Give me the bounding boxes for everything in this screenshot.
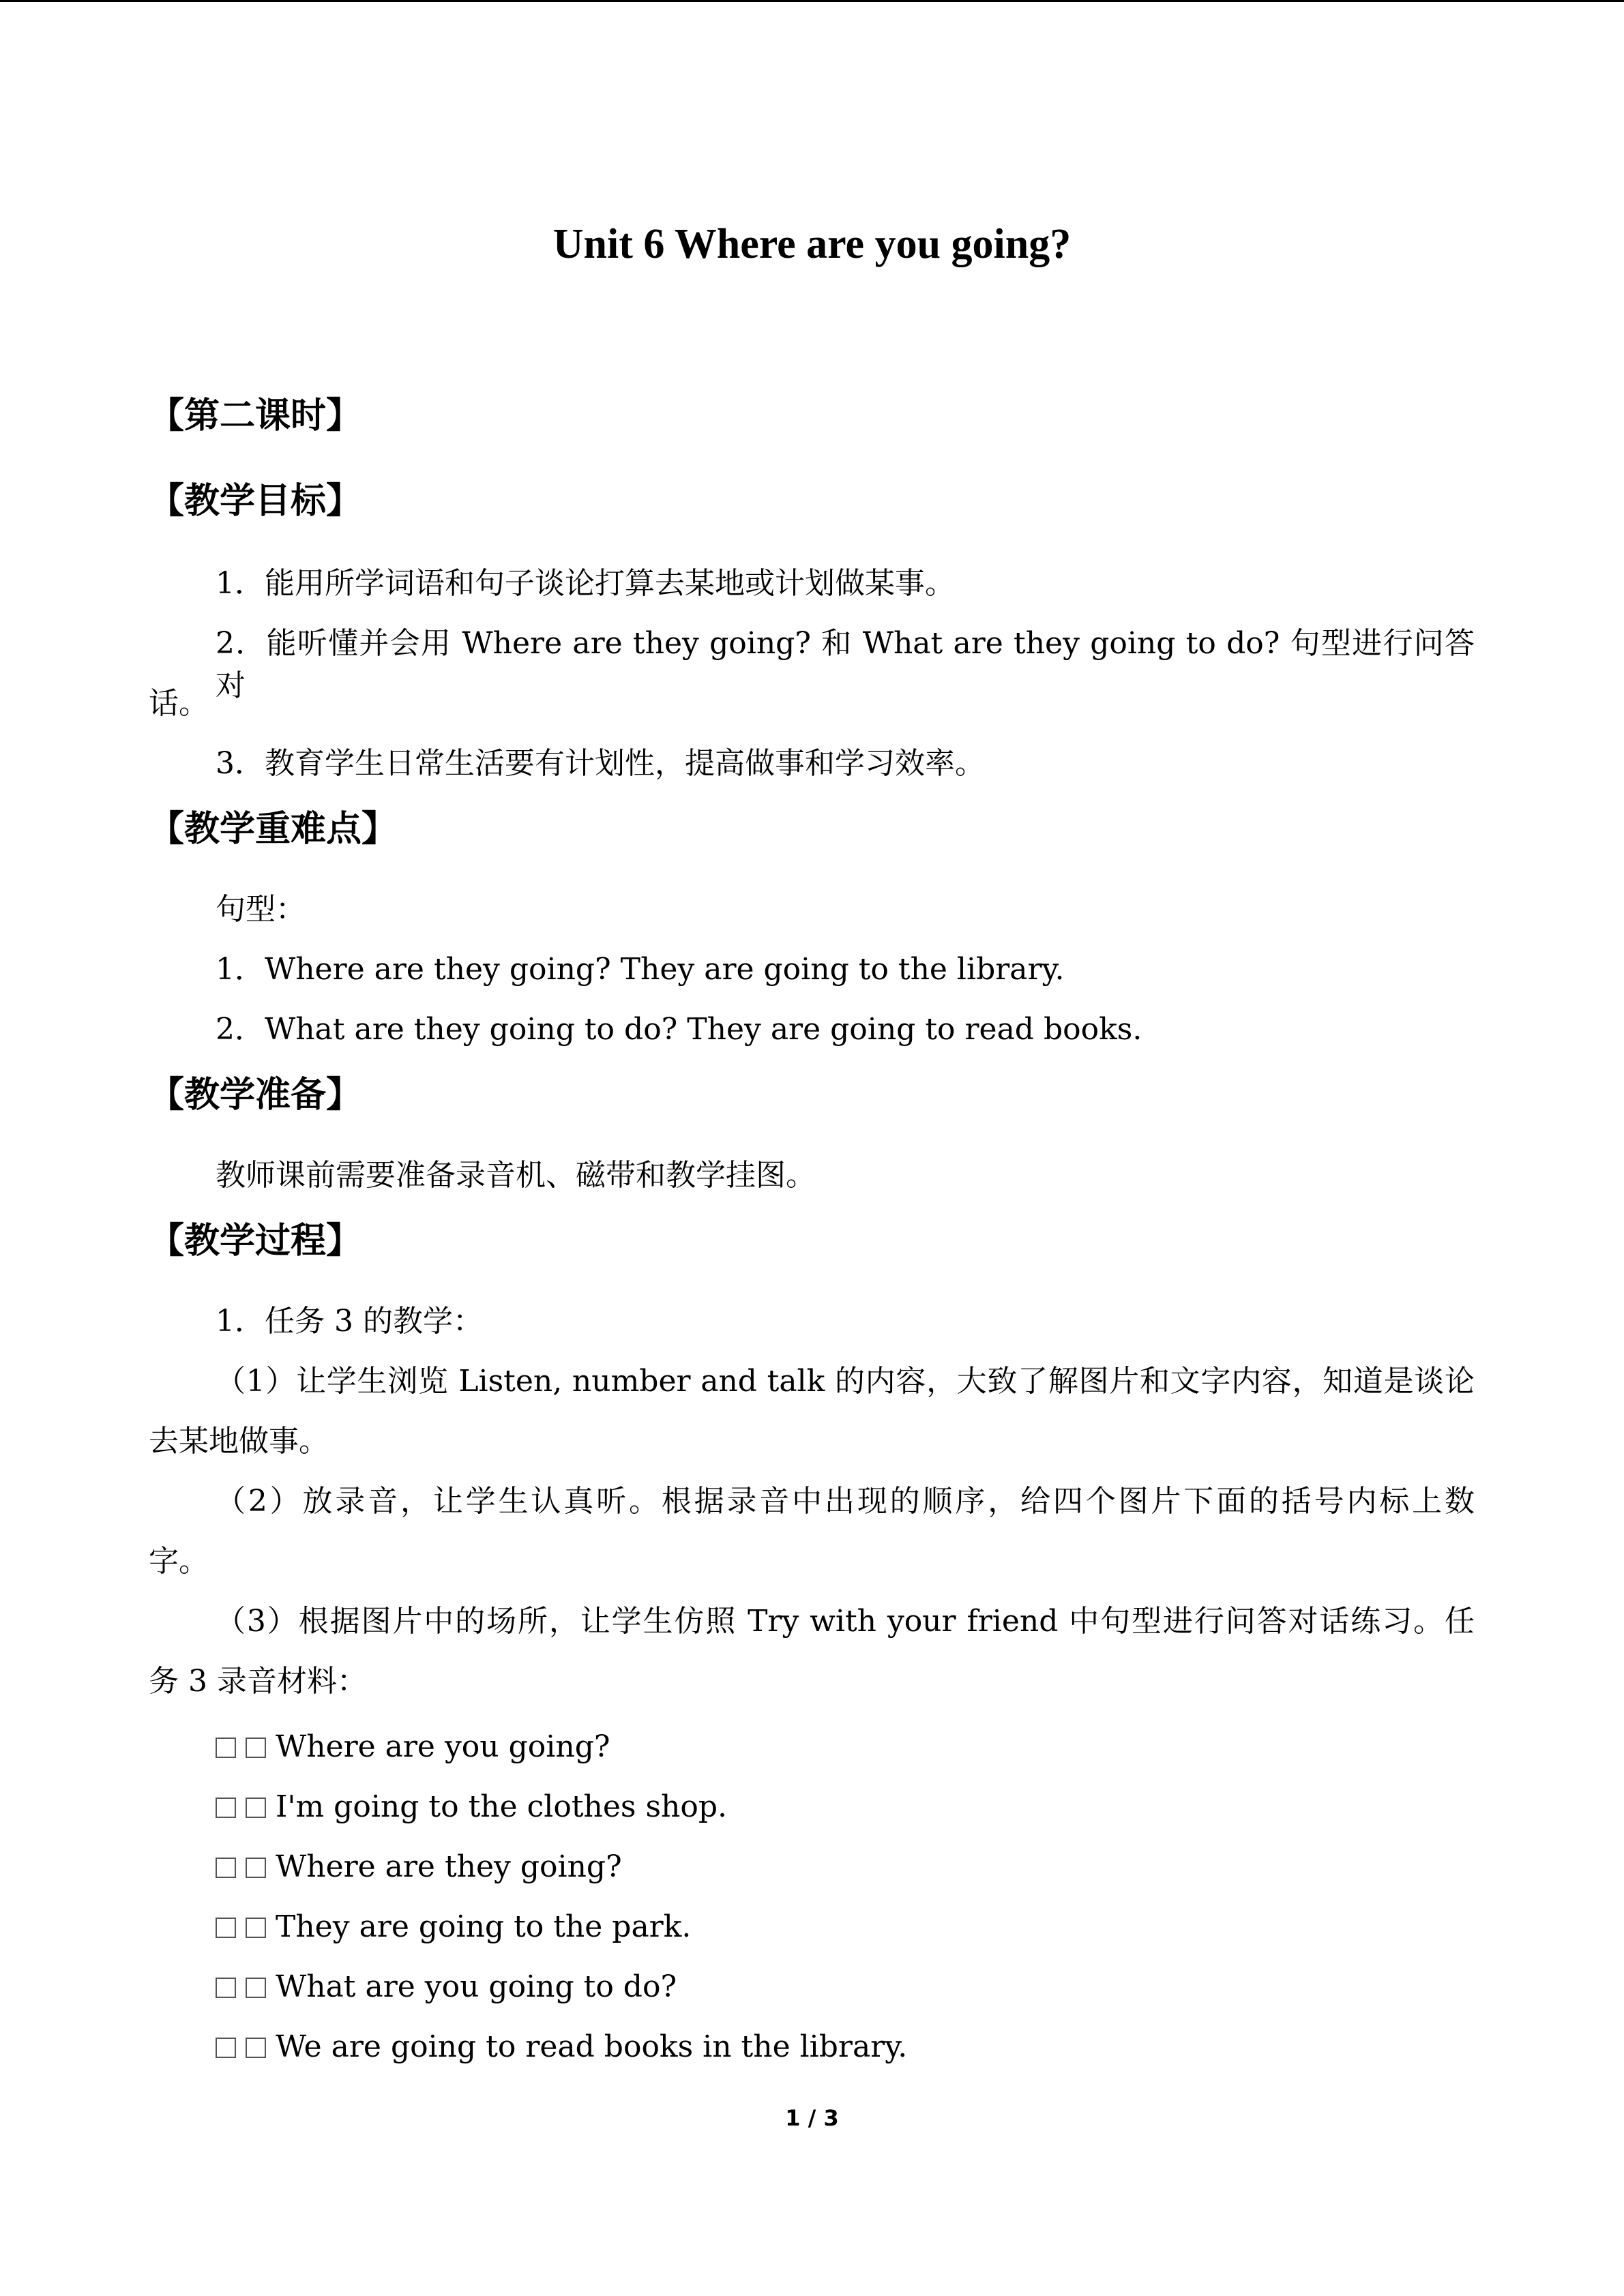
- process-step-1-line-2: 去某地做事。: [149, 1424, 329, 1459]
- placeholder-box-icon: [246, 1858, 266, 1878]
- process-step-3-line-2: 务 3 录音材料：: [149, 1664, 367, 1699]
- dialogue-text: Where are you going?: [276, 1729, 610, 1764]
- key-points-label: 句型：: [216, 892, 306, 927]
- page-number: 1 / 3: [785, 2105, 839, 2131]
- dialogue-line: [216, 1726, 610, 1768]
- preparation-text: 教师课前需要准备录音机、磁带和教学挂图。: [216, 1158, 816, 1193]
- placeholder-box-icon: [246, 1978, 266, 1998]
- heading-process: 【教学过程】: [149, 1221, 362, 1262]
- objective-2-line-2: 话。: [149, 686, 209, 721]
- dialogue-line: [216, 1846, 622, 1888]
- dialogue-text: What are you going to do?: [276, 1969, 677, 2004]
- placeholder-box-icon: [246, 2038, 266, 2058]
- dialogue-line: [216, 1906, 691, 1948]
- placeholder-box-icon: [216, 1738, 236, 1758]
- heading-preparation: 【教学准备】: [149, 1075, 362, 1116]
- process-step-2-line-1: （2）放录音，让学生认真听。根据录音中出现的顺序，给四个图片下面的括号内标上数: [216, 1484, 1475, 1519]
- dialogue-line: [216, 1786, 727, 1828]
- process-step-3-line-1: （3）根据图片中的场所，让学生仿照 Try with your friend 中句型进行问答对话练习。任: [216, 1604, 1475, 1639]
- placeholder-box-icon: [216, 1798, 236, 1818]
- dialogue-text: We are going to read books in the library.: [276, 2029, 908, 2064]
- process-step-1-line-1: （1）让学生浏览 Listen, number and talk 的内容，大致了解图片和文字内容，知道是谈论: [216, 1364, 1475, 1399]
- process-step-2-line-2: 字。: [149, 1544, 209, 1579]
- objective-2-line-1: 2．能听懂并会用 Where are they going? 和 What are they going to do? 句型进行问答对: [216, 626, 1475, 703]
- placeholder-box-icon: [246, 1798, 266, 1818]
- objective-1: 1．能用所学词语和句子谈论打算去某地或计划做某事。: [216, 566, 955, 601]
- heading-lesson: 【第二课时】: [149, 396, 362, 436]
- document-title: Unit 6 Where are you going?: [552, 221, 1072, 267]
- placeholder-box-icon: [216, 1918, 236, 1938]
- dialogue-line: [216, 2026, 907, 2068]
- placeholder-box-icon: [216, 1978, 236, 1998]
- dialogue-text: They are going to the park.: [276, 1909, 692, 1944]
- dialogue-text: I'm going to the clothes shop.: [276, 1789, 727, 1824]
- placeholder-box-icon: [246, 1918, 266, 1938]
- dialogue-line: [216, 1966, 677, 2008]
- heading-key-points: 【教学重难点】: [149, 809, 398, 850]
- dialogue-text: Where are they going?: [276, 1849, 622, 1884]
- heading-objectives: 【教学目标】: [149, 481, 362, 522]
- placeholder-box-icon: [216, 1858, 236, 1878]
- key-point-2: 2．What are they going to do? They are going to read books.: [216, 1012, 1142, 1047]
- process-task: 1．任务 3 的教学：: [216, 1304, 483, 1339]
- key-point-1: 1．Where are they going? They are going to the library.: [216, 952, 1065, 987]
- placeholder-box-icon: [216, 2038, 236, 2058]
- placeholder-box-icon: [246, 1738, 266, 1758]
- objective-3: 3．教育学生日常生活要有计划性，提高做事和学习效率。: [216, 746, 985, 781]
